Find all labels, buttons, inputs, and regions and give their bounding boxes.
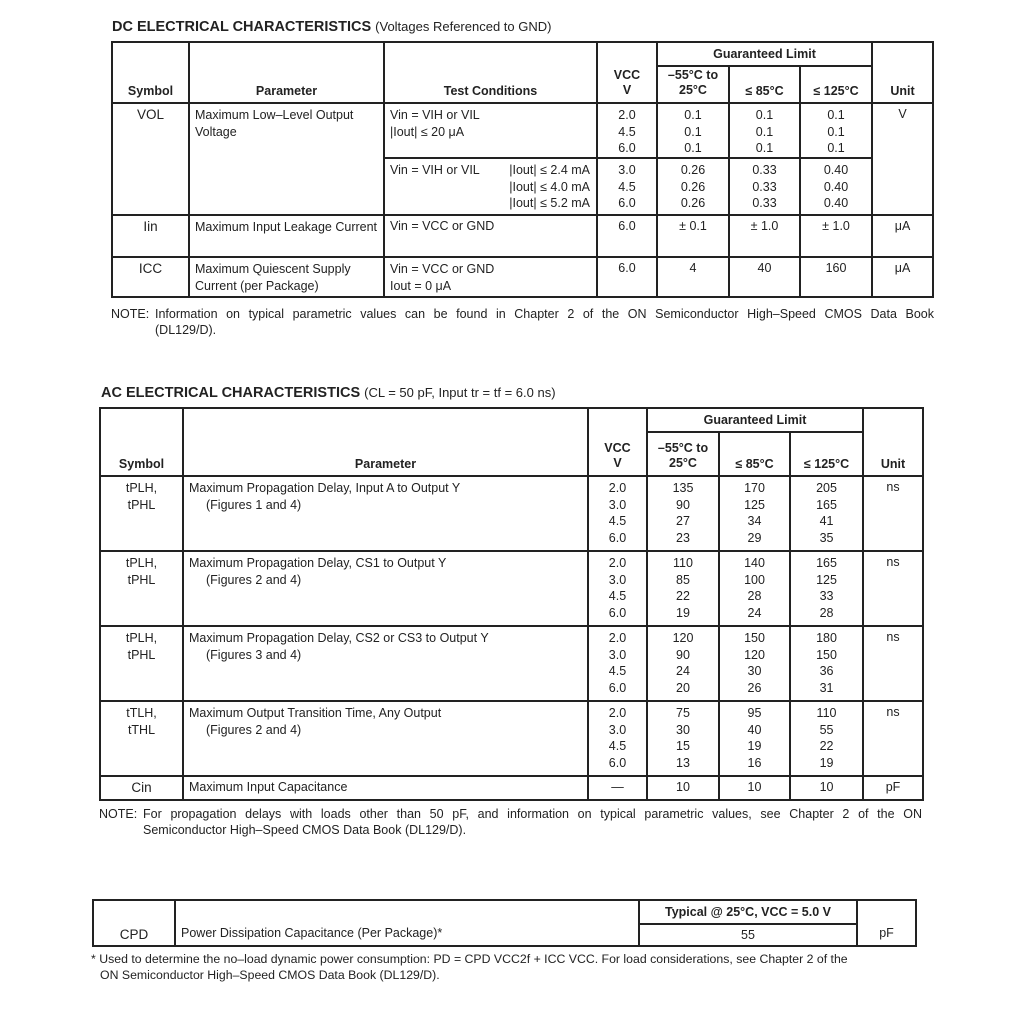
ac-row-limit-125: 205 165 41 35 [790,476,863,551]
ac-row-limit-125: 110 55 22 19 [790,701,863,776]
iin-test-conditions: Vin = VCC or GND [384,215,597,257]
cin-unit: pF [863,776,923,800]
cin-limit-125: 10 [790,776,863,800]
ac-row-symbol: tPLH, tPHL [100,551,183,626]
iin-parameter: Maximum Input Leakage Current [189,215,384,257]
ac-row-limit-85: 95 40 19 16 [719,701,790,776]
dc-note-line2: (DL129/D). [155,323,217,337]
ac-header-unit: Unit [863,408,923,476]
icc-vcc: 6.0 [597,257,657,297]
table-row [100,476,923,551]
cin-symbol: Cin [100,776,183,800]
ac-row-parameter: Maximum Propagation Delay, Input A to Output Y (Figures 1 and 4) [183,476,588,551]
ac-row-limit-85: 150 120 30 26 [719,626,790,701]
ac-header-symbol: Symbol [100,408,183,476]
vol-test-conditions-load: Vin = VIH or VIL |Iout| ≤ 2.4 mA |Iout| ≤ 4.0 mA |Iout| ≤ 5.2 mA [384,158,597,215]
icc-limit-125: 160 [800,257,872,297]
vol-limit-125: 0.1 0.1 0.1 [800,103,872,158]
ac-row-symbol: tPLH, tPHL [100,626,183,701]
dc-header-vcc: VCC V [597,42,657,103]
dc-header-test-conditions: Test Conditions [384,42,597,103]
vol-load-limit-25: 0.26 0.26 0.26 [657,158,729,215]
dc-characteristics-table [111,41,934,298]
iin-limit-25: ± 0.1 [657,215,729,257]
iin-vcc: 6.0 [597,215,657,257]
dc-note-line1: Information on typical parametric values can be found in Chapter 2 of the ON Semiconductor High–Speed CMOS Data Book [155,307,934,321]
dc-title-text: DC ELECTRICAL CHARACTERISTICS [112,19,372,35]
iin-symbol: Iin [112,215,189,257]
ac-row-limit-85: 170 125 34 29 [719,476,790,551]
dc-header-temp-85: ≤ 85°C [729,66,800,103]
dc-header-guaranteed-limit: Guaranteed Limit [657,42,872,66]
cpd-value: 55 [639,924,857,946]
icc-parameter: Maximum Quiescent Supply Current (per Package) [189,257,384,297]
table-row [100,776,923,800]
icc-limit-25: 4 [657,257,729,297]
ac-row-parameter: Maximum Propagation Delay, CS1 to Output Y (Figures 2 and 4) [183,551,588,626]
table-row [112,215,933,257]
ac-characteristics-table [99,407,924,801]
ac-row-vcc: 2.0 3.0 4.5 6.0 [588,626,647,701]
dc-note [111,306,934,338]
ac-row-unit: ns [863,626,923,701]
ac-header-temp-85: ≤ 85°C [719,432,790,476]
cin-limit-85: 10 [719,776,790,800]
ac-row-unit: ns [863,551,923,626]
cpd-footnote-line2: ON Semiconductor High–Speed CMOS Data Book (DL129/D). [100,968,440,982]
cin-vcc: — [588,776,647,800]
cin-parameter: Maximum Input Capacitance [183,776,588,800]
ac-row-parameter: Maximum Propagation Delay, CS2 or CS3 to Output Y (Figures 3 and 4) [183,626,588,701]
ac-note-line2: Semiconductor High–Speed CMOS Data Book (DL129/D). [143,823,467,837]
ac-row-limit-85: 140 100 28 24 [719,551,790,626]
ac-subtitle-text: (CL = 50 pF, Input tr = tf = 6.0 ns) [364,385,556,400]
vol-limit-25: 0.1 0.1 0.1 [657,103,729,158]
vol-limit-85: 0.1 0.1 0.1 [729,103,800,158]
ac-row-symbol: tPLH, tPHL [100,476,183,551]
ac-row-limit-25: 110 85 22 19 [647,551,719,626]
iin-limit-85: ± 1.0 [729,215,800,257]
ac-header-temp-125: ≤ 125°C [790,432,863,476]
icc-test-conditions: Vin = VCC or GND Iout = 0 μA [384,257,597,297]
ac-row-vcc: 2.0 3.0 4.5 6.0 [588,551,647,626]
ac-row-limit-125: 180 150 36 31 [790,626,863,701]
icc-unit: μA [872,257,933,297]
dc-header-unit: Unit [872,42,933,103]
icc-symbol: ICC [112,257,189,297]
ac-header-temp-25: –55°C to 25°C [647,432,719,476]
ac-header-parameter: Parameter [183,408,588,476]
dc-note-label: NOTE: [111,307,150,321]
cpd-footnote-line1: * Used to determine the no–load dynamic power consumption: PD = CPD VCC2f + ICC VCC. For load considerations, see Chapter 2 of the [91,952,848,966]
dc-header-symbol: Symbol [112,42,189,103]
cpd-header: Typical @ 25°C, VCC = 5.0 V [639,900,857,924]
vol-test-conditions: Vin = VIH or VIL |Iout| ≤ 20 μA [384,103,597,158]
dc-header-parameter: Parameter [189,42,384,103]
dc-header-temp-125: ≤ 125°C [800,66,872,103]
vol-parameter: Maximum Low–Level Output Voltage [189,103,384,215]
cin-limit-25: 10 [647,776,719,800]
vol-unit: V [872,103,933,215]
cpd-footnote [91,951,921,983]
table-row [112,103,933,158]
ac-row-limit-25: 120 90 24 20 [647,626,719,701]
ac-note-label: NOTE: [99,807,138,821]
vol-vcc-list-load: 3.0 4.5 6.0 [597,158,657,215]
ac-section-title [101,385,556,401]
table-row [112,257,933,297]
table-row [100,701,923,776]
iin-limit-125: ± 1.0 [800,215,872,257]
ac-row-symbol: tTLH, tTHL [100,701,183,776]
table-row [100,551,923,626]
dc-section-title [112,19,551,35]
ac-row-vcc: 2.0 3.0 4.5 6.0 [588,476,647,551]
table-row [100,626,923,701]
ac-note-line1: For propagation delays with loads other than 50 pF, and information on typical parametric values, see Chapter 2 of the ON [143,807,922,821]
vol-vcc-list: 2.0 4.5 6.0 [597,103,657,158]
vol-symbol: VOL [112,103,189,215]
cpd-table [92,899,917,947]
cpd-parameter: Power Dissipation Capacitance (Per Package)* [175,900,639,946]
icc-limit-85: 40 [729,257,800,297]
cpd-unit: pF [857,900,916,946]
vol-load-limit-85: 0.33 0.33 0.33 [729,158,800,215]
ac-header-vcc: VCC V [588,408,647,476]
ac-row-limit-25: 135 90 27 23 [647,476,719,551]
iin-unit: μA [872,215,933,257]
ac-row-parameter: Maximum Output Transition Time, Any Output (Figures 2 and 4) [183,701,588,776]
dc-header-temp-25: –55°C to 25°C [657,66,729,103]
ac-header-guaranteed-limit: Guaranteed Limit [647,408,863,432]
ac-title-text: AC ELECTRICAL CHARACTERISTICS [101,385,361,401]
cpd-symbol: CPD [93,900,175,946]
vol-load-limit-125: 0.40 0.40 0.40 [800,158,872,215]
ac-row-limit-125: 165 125 33 28 [790,551,863,626]
ac-row-vcc: 2.0 3.0 4.5 6.0 [588,701,647,776]
ac-row-unit: ns [863,476,923,551]
ac-note [99,806,922,838]
ac-row-unit: ns [863,701,923,776]
ac-row-limit-25: 75 30 15 13 [647,701,719,776]
dc-subtitle-text: (Voltages Referenced to GND) [375,19,552,34]
